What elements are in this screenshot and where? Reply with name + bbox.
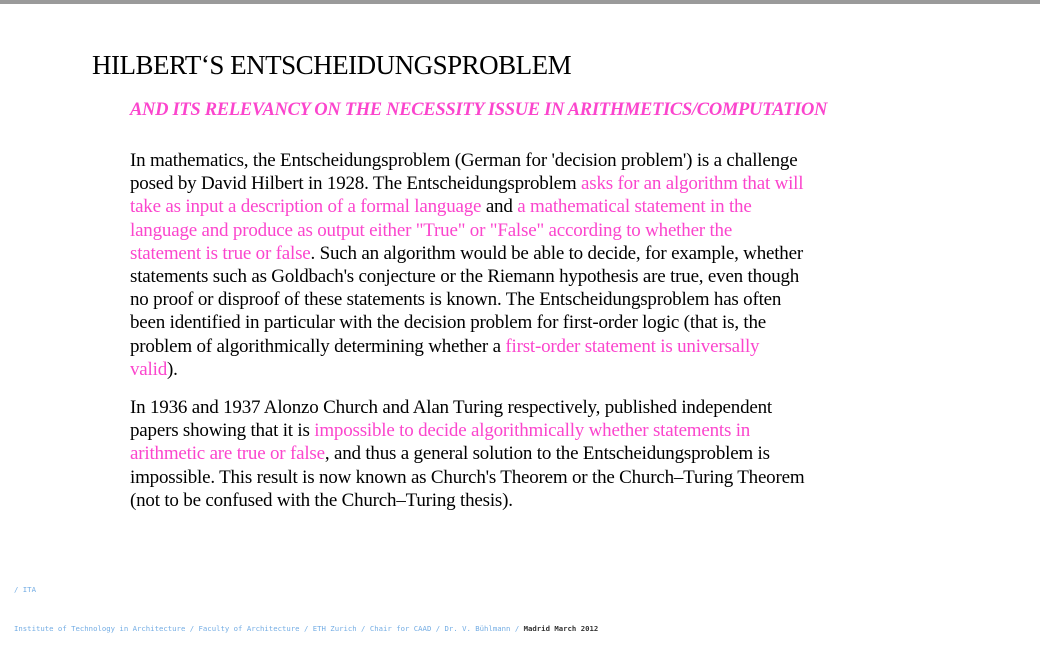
text-segment: In mathematics, the Entscheidungsproblem (German for 'decision problem') is a challenge xyxy=(130,150,798,171)
footer xyxy=(14,557,598,661)
text-segment: problem of algorithmically determining whether a xyxy=(130,335,506,357)
footer-line-ita xyxy=(14,583,598,596)
highlighted-text-segment: valid xyxy=(130,358,167,380)
highlighted-text-segment: statement is true or false xyxy=(130,242,311,264)
highlighted-text-segment: language and produce as output either "True" or "False" according to whether the xyxy=(130,219,733,241)
highlighted-text-segment: arithmetic are true or false xyxy=(130,443,325,465)
text-segment: posed by David Hilbert in 1928. The Entscheidungsproblem xyxy=(130,173,582,195)
footer-line-credits xyxy=(14,622,598,635)
text-line xyxy=(130,466,804,489)
text-segment: . Such an algorithm would be able to decide, for example, whether xyxy=(310,242,803,264)
text-segment: ). xyxy=(167,358,178,380)
text-line xyxy=(130,396,804,419)
text-line xyxy=(130,149,803,172)
page-title: HILBERT‘S ENTSCHEIDUNGSPROBLEM xyxy=(92,50,572,80)
paragraph-church-turing xyxy=(130,396,804,512)
highlighted-text-segment: first-order statement is universally xyxy=(505,335,760,357)
highlighted-text-segment: a mathematical statement in the xyxy=(517,196,752,218)
text-segment: (not to be confused with the Church–Turing thesis). xyxy=(130,489,513,511)
footer-ita-label: / ITA xyxy=(14,585,36,594)
text-segment: , and thus a general solution to the Entscheidungsproblem is xyxy=(324,443,770,465)
text-segment: In 1936 and 1937 Alonzo Church and Alan Turing respectively, published independent xyxy=(130,397,772,418)
paragraph-entscheidungsproblem xyxy=(130,149,803,381)
text-line xyxy=(130,288,803,311)
text-segment: papers showing that it is xyxy=(130,420,315,442)
text-segment: and xyxy=(485,196,518,218)
highlighted-text-segment: impossible to decide algorithmically whether statements in xyxy=(314,420,751,442)
page-subtitle: AND ITS RELEVANCY ON THE NECESSITY ISSUE IN ARITHMETICS/COMPUTATION xyxy=(130,100,828,120)
text-line xyxy=(130,358,803,381)
text-segment: no proof or disproof of these statements is known. The Entscheidungsproblem has often xyxy=(130,289,782,311)
footer-date-text: Madrid March 2012 xyxy=(523,624,599,633)
text-line xyxy=(130,489,804,512)
text-line xyxy=(130,265,803,288)
text-line xyxy=(130,335,803,358)
text-line xyxy=(130,195,803,218)
text-line xyxy=(130,242,803,265)
highlighted-text-segment: take as input a description of a formal language xyxy=(130,196,486,218)
highlighted-text-segment: asks for an algorithm that will xyxy=(581,173,804,195)
text-segment: impossible. This result is now known as Church's Theorem or the Church–Turing Theorem xyxy=(130,466,805,488)
text-segment: been identified in particular with the decision problem for first-order logic (that is, the xyxy=(130,312,767,334)
text-line xyxy=(130,219,803,242)
text-line xyxy=(130,311,803,334)
text-segment: statements such as Goldbach's conjecture or the Riemann hypothesis are true, even though xyxy=(130,266,800,288)
footer-credits-text: Institute of Technology in Architecture / Faculty of Architecture / ETH Zurich / Chair for CAAD / Dr. V. Bühlmann / xyxy=(14,624,524,633)
text-line xyxy=(130,172,803,195)
window-top-bar xyxy=(0,0,1040,4)
text-line xyxy=(130,419,804,442)
text-line xyxy=(130,442,804,465)
